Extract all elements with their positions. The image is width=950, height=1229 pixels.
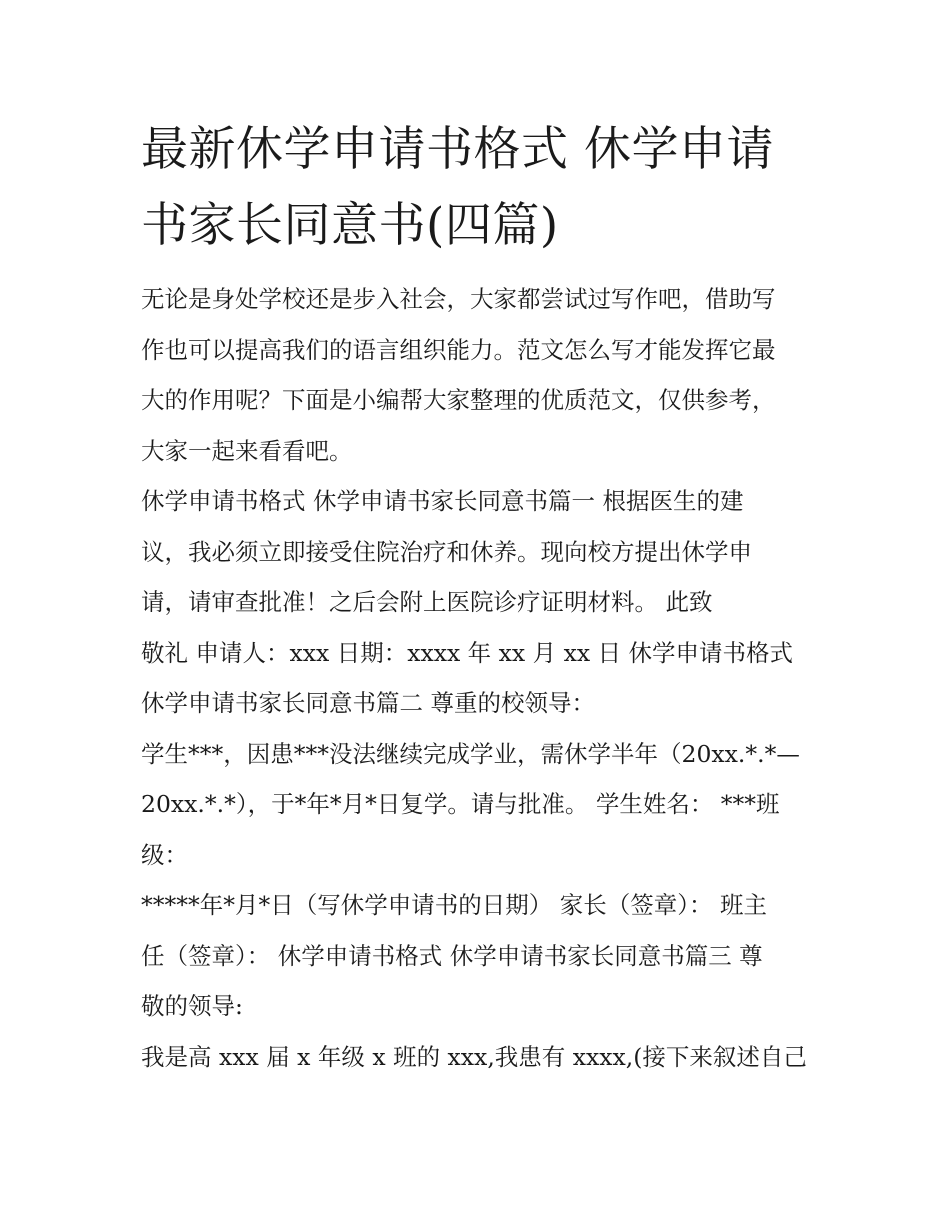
text-line: 请，请审查批准！之后会附上医院诊疗证明材料。 此致 xyxy=(141,588,713,616)
document-title xyxy=(141,112,813,264)
text-line: 议，我必须立即接受住院治疗和休养。现向校方提出休学申 xyxy=(141,537,752,566)
section-two-paragraph xyxy=(141,729,813,881)
section-one-paragraph xyxy=(141,476,813,729)
text-line: 无论是身处学校还是步入社会，大家都尝试过写作吧，借助写 xyxy=(141,285,776,313)
text-line: 休学申请书格式 休学申请书家长同意书篇一 根据医生的建 xyxy=(141,487,744,515)
text-line: 学生***，因患***没法继续完成学业，需休学半年（20xx.*.*— xyxy=(141,739,800,768)
text-line: 任（签章）： 休学申请书格式 休学申请书家长同意书篇三 尊 xyxy=(141,941,763,970)
text-line: 级： xyxy=(141,840,188,869)
section-three-paragraph xyxy=(141,1032,813,1083)
document-body xyxy=(141,274,813,1082)
text-line: 大家一起来看看吧。 xyxy=(141,436,353,465)
document-content xyxy=(141,112,813,1082)
text-line: *****年*月*日（写休学申请书的日期） 家长（签章）： 班主 xyxy=(141,891,767,919)
text-line: 我是高 xxx 届 x 年级 x 班的 xxx,我患有 xxxx,(接下来叙述自己 xyxy=(141,1042,807,1071)
signature-paragraph xyxy=(141,880,813,1032)
text-line: 休学申请书家长同意书篇二 尊重的校领导： xyxy=(141,689,595,717)
title-line: 书家长同意书(四篇) xyxy=(141,198,559,253)
text-line: 20xx.*.*），于*年*月*日复学。请与批准。 学生姓名： ***班 xyxy=(141,790,780,818)
text-line: 作也可以提高我们的语言组织能力。范文怎么写才能发挥它最 xyxy=(141,335,776,364)
title-line: 最新休学申请书格式 休学申请 xyxy=(141,122,774,177)
text-line: 大的作用呢？下面是小编帮大家整理的优质范文，仅供参考， xyxy=(141,386,776,414)
intro-paragraph xyxy=(141,274,813,476)
text-line: 敬礼 申请人：xxx 日期：xxxx 年 xx 月 xx 日 休学申请书格式 xyxy=(141,638,794,667)
text-line: 敬的领导: xyxy=(141,992,243,1020)
